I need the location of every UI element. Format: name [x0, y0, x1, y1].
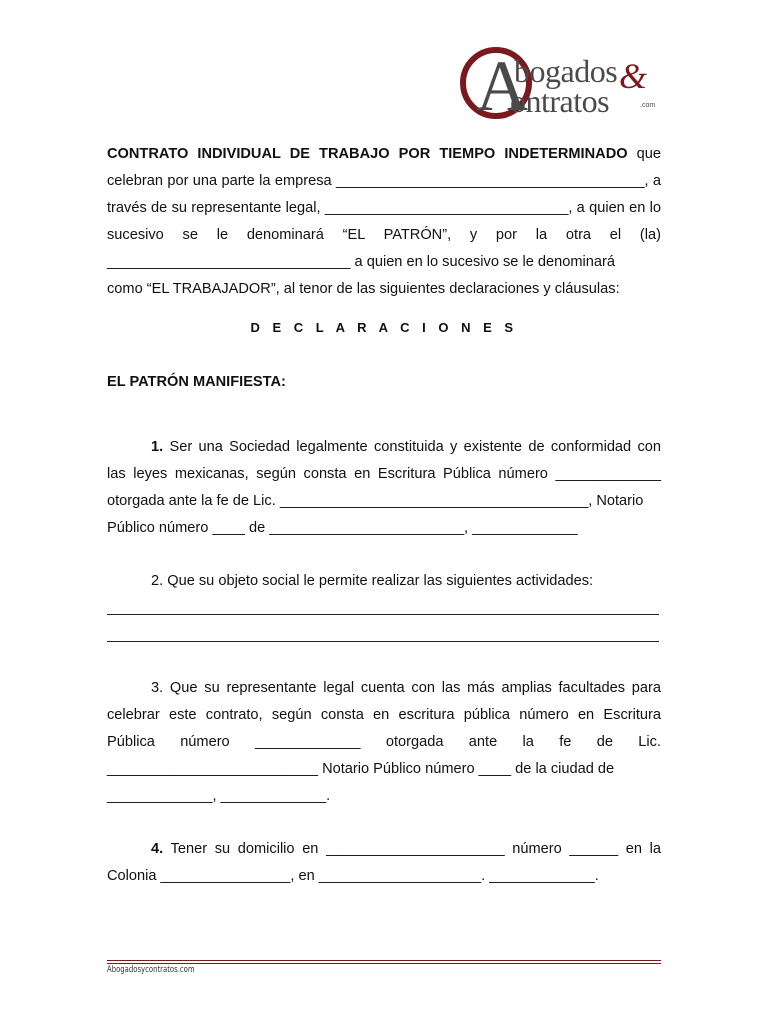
declaration-4: [107, 836, 661, 863]
footer-rule-bottom: [107, 963, 661, 964]
logo-suffix: .com: [640, 102, 656, 109]
footer-rule-top: [107, 960, 661, 961]
declarations-heading: D E C L A R A C I O N E S: [250, 320, 518, 335]
declaration-3-last-line: _____________, _____________.: [107, 788, 331, 804]
declaration-4-number: 4.: [151, 841, 164, 857]
declaration-4-text: Tener su domicilio en ______________________ número ______ en la: [163, 841, 661, 857]
activities-blank-line-1: [107, 614, 659, 615]
patron-subheading: EL PATRÓN MANIFIESTA:: [107, 374, 286, 390]
declaration-1-text: Ser una Sociedad legalmente constituida y existente de conformidad con las leyes mexicanas, según consta en Escritura Pública número _____________ otorgada ante la fe de Lic. ______________________________________, Notario: [107, 439, 661, 509]
logo-word-abogados: bogados: [514, 53, 618, 89]
logo-word-contratos: ontratos: [510, 83, 610, 119]
declaration-2: 2. Que su objeto social le permite realizar las siguientes actividades:: [151, 573, 594, 589]
declaration-4-last-line: Colonia ________________, en ____________________. _____________.: [107, 868, 599, 884]
logo-initial: A: [476, 46, 528, 126]
intro-paragraph: [107, 141, 661, 276]
activities-blank-line-2: [107, 641, 659, 642]
intro-text: que celebran por una parte la empresa ______________________________________, a través de su representante legal, ______________________________, a quien en lo sucesivo se le denominará “EL PATRÓN”, y por la otra el (la) ______________________________ a quien en lo sucesivo se le denominará: [107, 146, 662, 270]
declaration-3: 3. Que su representante legal cuenta con las más amplias facultades para celebrar este contrato, según consta en escritura pública número en Escritura Pública número _____________ otorgada ante la fe de Lic. __________________________ Notario Público número ____ de la ciudad de: [107, 680, 661, 777]
abogados-contratos-logo: [456, 44, 666, 132]
declaration-1: [107, 434, 661, 515]
declaration-1-last-line: Público número ____ de ________________________, _____________: [107, 520, 578, 536]
intro-last-line: como “EL TRABAJADOR”, al tenor de las siguientes declaraciones y cláusulas:: [107, 281, 620, 297]
declaration-1-number: 1.: [151, 439, 164, 455]
contract-title: CONTRATO INDIVIDUAL DE TRABAJO POR TIEMPO INDETERMINADO: [107, 146, 628, 162]
footer-site-text: Abogadosycontratos.com: [107, 965, 195, 975]
logo-ampersand: &: [619, 56, 648, 96]
